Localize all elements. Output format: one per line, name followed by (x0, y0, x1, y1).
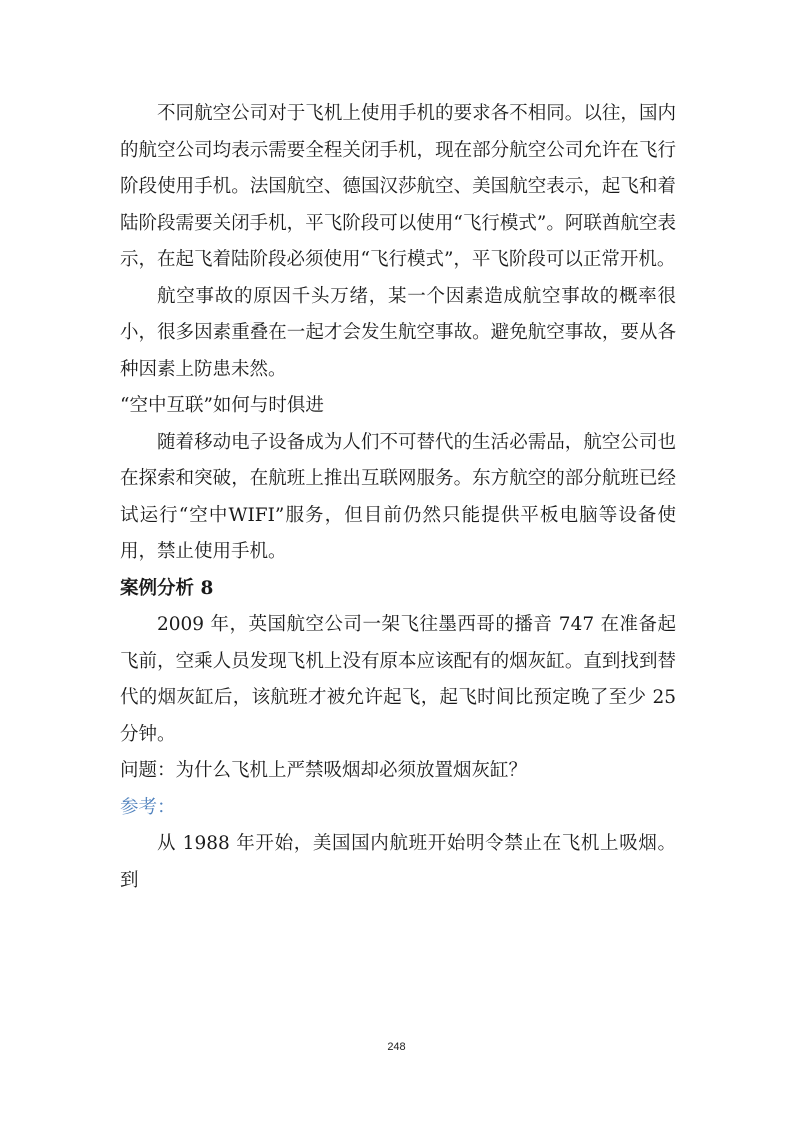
case-study-heading: 案例分析 8 (120, 577, 214, 599)
paragraph-accident-causes: 航空事故的原因千头万绪，某一个因素造成航空事故的概率很小，很多因素重叠在一起才会发生航空事故。避免航空事故，要从各种因素上防患未然。 (120, 285, 676, 380)
paragraph-phone-policies: 不同航空公司对于飞机上使用手机的要求各不相同。以往，国内的航空公司均表示需要全程关闭手机，现在部分航空公司允许在飞行阶段使用手机。法国航空、德国汉莎航空、美国航空表示，起飞和着陆阶段需要关闭手机，平飞阶段可以使用“飞行模式”。阿联酋航空表示，在起飞着陆阶段必须使用“飞行模式”，平飞阶段可以正常开机。 (120, 103, 676, 270)
section-heading-air-connectivity: “空中互联”如何与时俱进 (120, 395, 324, 416)
paragraph-smoking-ban-history: 从 1988 年开始，美国国内航班开始明令禁止在飞机上吸烟。到 (120, 833, 676, 891)
question-text: 问题：为什么飞机上严禁吸烟却必须放置烟灰缸？ (120, 760, 528, 781)
paragraph-case-ashtray: 2009 年，英国航空公司一架飞往墨西哥的播音 747 在准备起飞前，空乘人员发现飞机上没有原本应该配有的烟灰缸。直到找到替代的烟灰缸后，该航班才被允许起飞，起飞时间比预定晚了至少 25 分钟。 (120, 614, 676, 745)
document-body (120, 96, 676, 899)
page-number: 248 (387, 1041, 406, 1053)
reference-label: 参考： (120, 796, 176, 818)
paragraph-inflight-internet: 随着移动电子设备成为人们不可替代的生活必需品，航空公司也在探索和突破，在航班上推出互联网服务。东方航空的部分航班已经试运行“空中WIFI”服务，但目前仍然只能提供平板电脑等设备使用，禁止使用手机。 (120, 431, 676, 562)
